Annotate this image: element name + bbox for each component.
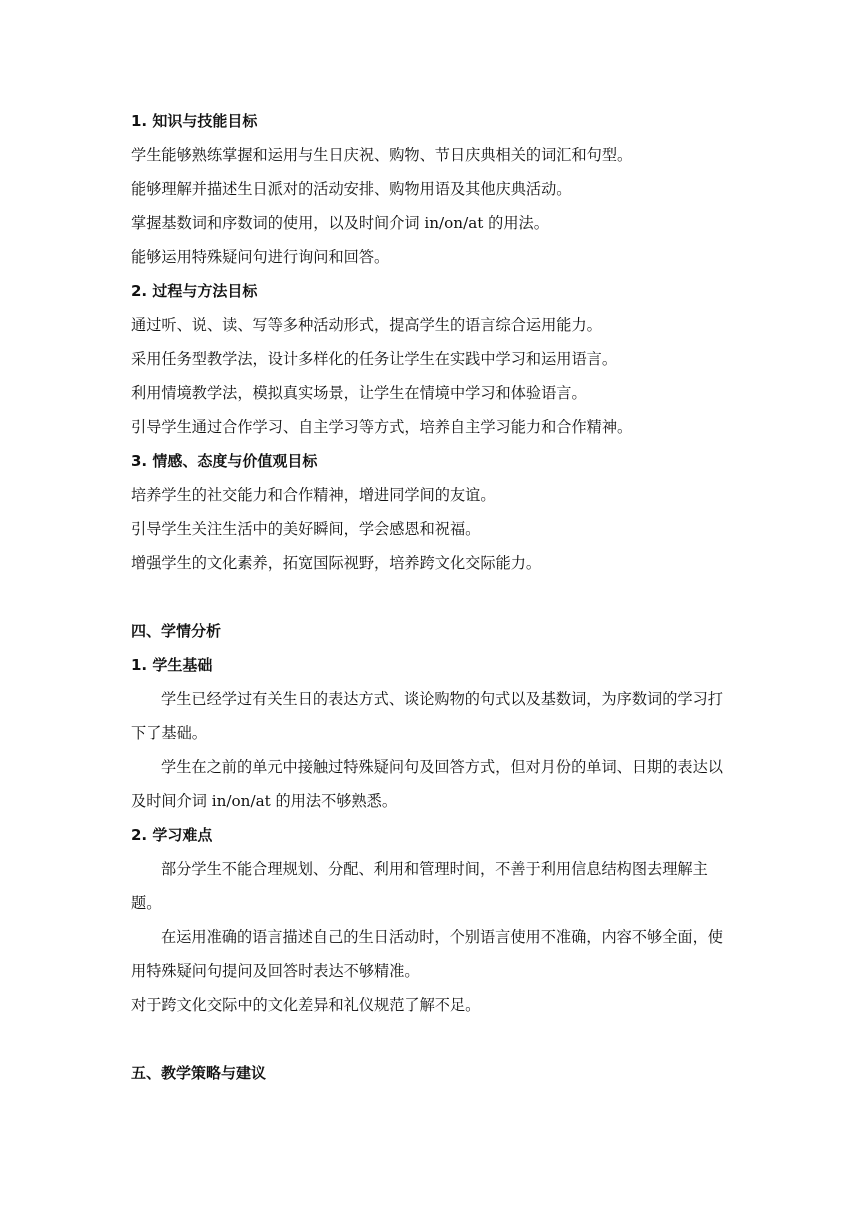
- section-title-teaching-strategy: 五、教学策略与建议: [131, 1064, 267, 1082]
- paragraph: 学生在之前的单元中接触过特殊疑问句及回答方式，但对月份的单词、日期的表达以及时间介词 in/on/at 的用法不够熟悉。: [131, 758, 723, 810]
- spacer: [131, 580, 731, 614]
- paragraph: 增强学生的文化素养，拓宽国际视野，培养跨文化交际能力。: [131, 554, 542, 572]
- paragraph: 学生能够熟练掌握和运用与生日庆祝、购物、节日庆典相关的词汇和句型。: [131, 146, 633, 164]
- paragraph: 在运用准确的语言描述自己的生日活动时，个别语言使用不准确，内容不够全面，使用特殊疑问句提问及回答时表达不够精准。: [131, 928, 723, 980]
- paragraph: 采用任务型教学法，设计多样化的任务让学生在实践中学习和运用语言。: [131, 350, 617, 368]
- heading-process-methods: 2. 过程与方法目标: [131, 282, 258, 300]
- heading-knowledge-skills: 1. 知识与技能目标: [131, 112, 258, 130]
- paragraph: 对于跨文化交际中的文化差异和礼仪规范了解不足。: [131, 996, 481, 1014]
- heading-learning-difficulties: 2. 学习难点: [131, 826, 213, 844]
- heading-emotion-values: 3. 情感、态度与价值观目标: [131, 452, 318, 470]
- paragraph: 能够理解并描述生日派对的活动安排、购物用语及其他庆典活动。: [131, 180, 572, 198]
- paragraph: 引导学生关注生活中的美好瞬间，学会感恩和祝福。: [131, 520, 481, 538]
- heading-student-foundation: 1. 学生基础: [131, 656, 213, 674]
- paragraph: 通过听、说、读、写等多种活动形式，提高学生的语言综合运用能力。: [131, 316, 602, 334]
- paragraph: 能够运用特殊疑问句进行询问和回答。: [131, 248, 390, 266]
- section-title-learning-analysis: 四、学情分析: [131, 622, 222, 640]
- paragraph: 引导学生通过合作学习、自主学习等方式，培养自主学习能力和合作精神。: [131, 418, 633, 436]
- document-page: [131, 104, 731, 1090]
- paragraph: 部分学生不能合理规划、分配、利用和管理时间，不善于利用信息结构图去理解主题。: [131, 860, 708, 912]
- paragraph: 学生已经学过有关生日的表达方式、谈论购物的句式以及基数词，为序数词的学习打下了基础。: [131, 690, 723, 742]
- spacer: [131, 1022, 731, 1056]
- paragraph: 掌握基数词和序数词的使用，以及时间介词 in/on/at 的用法。: [131, 214, 549, 232]
- paragraph: 利用情境教学法，模拟真实场景，让学生在情境中学习和体验语言。: [131, 384, 587, 402]
- paragraph: 培养学生的社交能力和合作精神，增进同学间的友谊。: [131, 486, 496, 504]
